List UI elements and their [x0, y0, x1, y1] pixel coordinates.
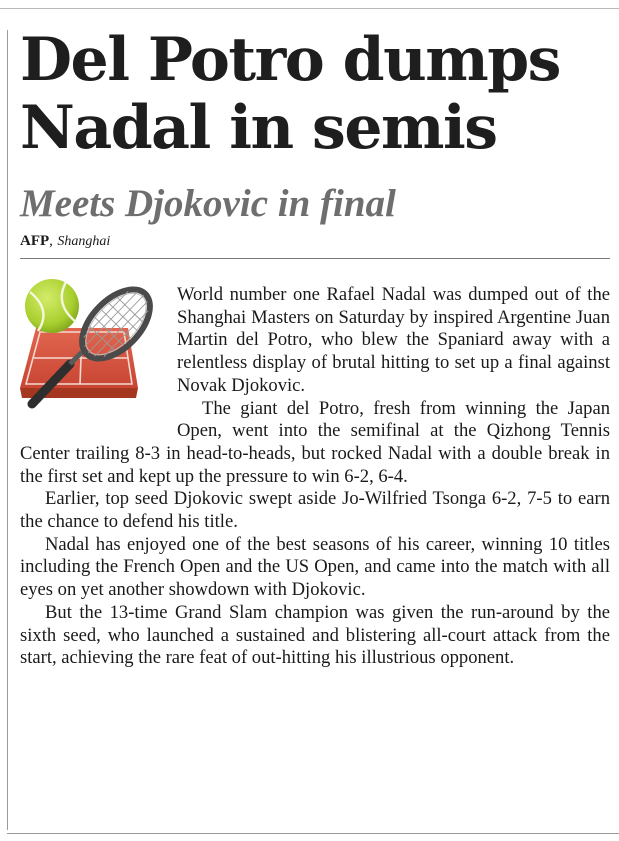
paragraph: The giant del Potro, fresh from winning the Japan Open, went into the semifinal at the Qizhong Tennis Center trailing 8-3 in head-to-heads, but rocked Nadal with a double break in the first set and kept up the pressure to win 6-2, 6-4. [20, 397, 610, 487]
top-rule [0, 8, 619, 9]
bottom-rule [7, 833, 619, 834]
byline-location: Shanghai [57, 234, 111, 249]
paragraph: But the 13-time Grand Slam champion was given the run-around by the sixth seed, who launched a sustained and blistering all-court attack from the start, achieving the rare feat of out-hitting his illustrious opponent. [20, 601, 610, 669]
article-body [20, 284, 610, 670]
byline-divider [20, 258, 610, 259]
column-rule [7, 30, 8, 830]
article-headline: Del Potro dumps Nadal in semis [20, 25, 560, 163]
byline-separator: , [49, 233, 53, 249]
paragraph: Earlier, top seed Djokovic swept aside Jo-Wilfried Tsonga 6-2, 7-5 to earn the chance to defend his title. [20, 488, 610, 533]
paragraph: World number one Rafael Nadal was dumped out of the Shanghai Masters on Saturday by inspired Argentine Juan Martin del Potro, who blew the Spaniard away with a relentless display of brutal hitting to set up a final against Novak Djokovic. [177, 284, 610, 396]
article-subheadline: Meets Djokovic in final [20, 182, 396, 225]
byline [20, 232, 110, 251]
byline-agency: AFP [20, 233, 50, 249]
paragraph: Nadal has enjoyed one of the best seasons of his career, winning 10 titles including the French Open and the US Open, and came into the match with all eyes on yet another showdown with Djokovic. [20, 533, 610, 601]
